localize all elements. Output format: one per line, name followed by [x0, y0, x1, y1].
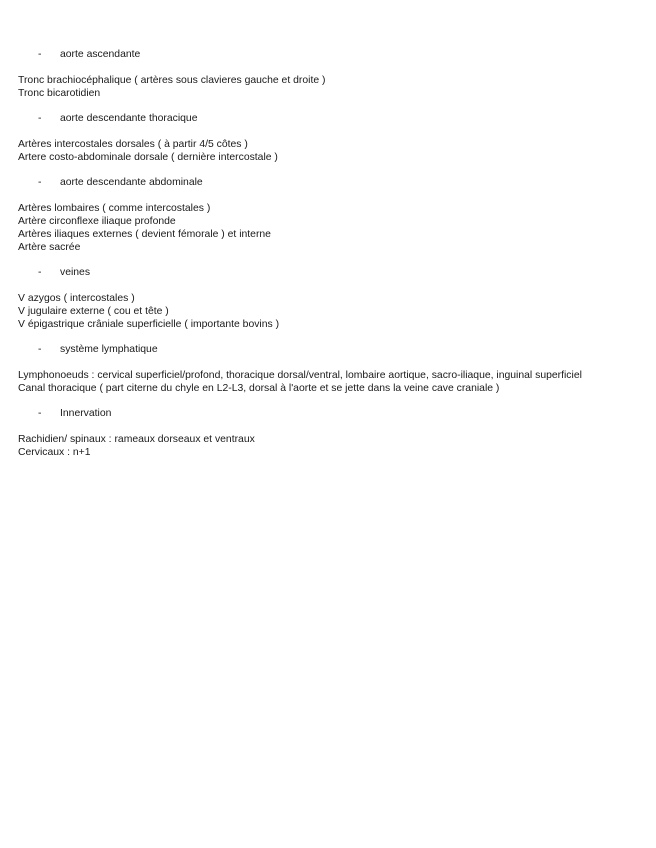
text-line: Canal thoracique ( part citerne du chyle en L2-L3, dorsal à l'aorte et se jette dans la veine cave craniale )	[18, 383, 500, 394]
text-line: Artère circonflexe iliaque profonde	[18, 216, 176, 227]
bullet-dash: -	[38, 49, 42, 60]
text-line: Rachidien/ spinaux : rameaux dorseaux et ventraux	[18, 434, 255, 445]
section-paragraph	[18, 202, 648, 254]
heading-text: système lymphatique	[60, 344, 158, 355]
text-line: V azygos ( intercostales )	[18, 293, 135, 304]
bullet-dash: -	[38, 344, 42, 355]
heading-text: aorte descendante thoracique	[60, 113, 198, 124]
text-line: Artère sacrée	[18, 242, 81, 253]
section-heading	[38, 176, 648, 190]
bullet-dash: -	[38, 113, 42, 124]
text-line: Cervicaux : n+1	[18, 447, 91, 458]
section-heading	[38, 407, 648, 421]
section-paragraph	[18, 292, 648, 331]
text-line: V épigastrique crâniale superficielle ( importante bovins )	[18, 319, 280, 330]
bullet-dash: -	[38, 177, 42, 188]
text-line: Lymphonoeuds : cervical superficiel/profond, thoracique dorsal/ventral, lombaire aortique, sacro-iliaque, inguinal superficiel	[18, 370, 582, 381]
text-line: Tronc brachiocéphalique ( artères sous clavieres gauche et droite )	[18, 75, 326, 86]
heading-text: veines	[60, 267, 91, 278]
section-heading	[38, 343, 648, 357]
section-paragraph	[18, 138, 648, 164]
text-line: Artères intercostales dorsales ( à partir 4/5 côtes )	[18, 139, 248, 150]
section-paragraph	[18, 74, 648, 100]
document-page	[18, 48, 648, 471]
bullet-dash: -	[38, 408, 42, 419]
text-line: Artères lombaires ( comme intercostales )	[18, 203, 211, 214]
section-paragraph	[18, 433, 648, 459]
bullet-dash: -	[38, 267, 42, 278]
text-line: V jugulaire externe ( cou et tête )	[18, 306, 169, 317]
section-heading	[38, 48, 648, 62]
section-heading	[38, 266, 648, 280]
heading-text: Innervation	[60, 408, 112, 419]
text-line: Tronc bicarotidien	[18, 88, 101, 99]
text-line: Artere costo-abdominale dorsale ( dernière intercostale )	[18, 152, 278, 163]
heading-text: aorte ascendante	[60, 49, 141, 60]
heading-text: aorte descendante abdominale	[60, 177, 203, 188]
section-paragraph	[18, 369, 648, 395]
section-heading	[38, 112, 648, 126]
text-line: Artères iliaques externes ( devient fémorale ) et interne	[18, 229, 271, 240]
